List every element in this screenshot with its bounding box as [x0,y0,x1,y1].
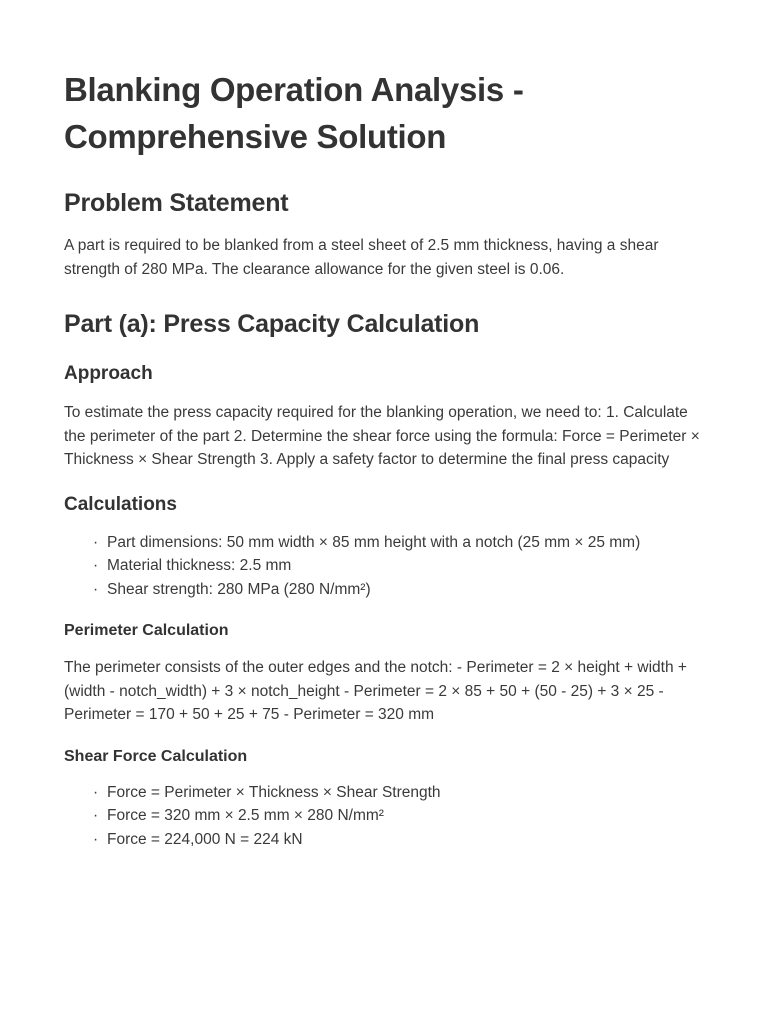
bullet-icon: · [93,580,99,598]
bullet-icon: · [93,783,99,801]
subsubsection-heading-shear-force-calculation: Shear Force Calculation [64,747,248,765]
list-item [64,828,704,852]
subsection-heading-approach: Approach [64,363,153,384]
subsection-heading-calculations: Calculations [64,493,177,515]
problem-statement-text: A part is required to be blanked from a steel sheet of 2.5 mm thickness, having a shear strength of 280 MPa. The clearance allowance for the given steel is 0.06. [64,237,659,278]
document-title: Blanking Operation Analysis - Comprehensive Solution [64,71,524,155]
list-item-text: Shear strength: 280 MPa (280 N/mm²) [107,580,371,598]
list-item [64,804,704,828]
list-item-text: Material thickness: 2.5 mm [107,557,292,574]
bullet-icon: · [93,557,99,574]
bullet-icon: · [93,830,99,848]
list-item-text: Part dimensions: 50 mm width × 85 mm height with a notch (25 mm × 25 mm) [107,533,641,551]
list-item [64,531,704,555]
list-item [64,554,704,578]
list-item-text: Force = 224,000 N = 224 kN [107,830,303,848]
list-item-text: Force = Perimeter × Thickness × Shear Strength [107,783,441,801]
bullet-icon: · [93,807,99,824]
shear-force-list [64,781,704,852]
list-item [64,781,704,805]
perimeter-calculation-text: The perimeter consists of the outer edges and the notch: - Perimeter = 2 × height + width + (width - notch_width) + 3 × notch_height - Perimeter = 2 × 85 + 50 + (50 - 25) + 3 × 25 - Perimeter = 170 + 50 + 25 + 75 - Perimeter = 320 mm [64,659,687,723]
list-item-text: Force = 320 mm × 2.5 mm × 280 N/mm² [107,807,384,824]
subsubsection-heading-perimeter-calculation: Perimeter Calculation [64,622,229,639]
calculations-list [64,531,704,602]
section-heading-problem-statement: Problem Statement [64,189,289,217]
approach-text: To estimate the press capacity required for the blanking operation, we need to: 1. Calculate the perimeter of the part 2. Determine the shear force using the formula: Force = Perimeter × Thickness × Shear Strength 3. Apply a safety factor to determine the final press capacity [64,404,700,468]
bullet-icon: · [93,533,99,551]
section-heading-part-a: Part (a): Press Capacity Calculation [64,310,480,338]
list-item [64,578,704,602]
